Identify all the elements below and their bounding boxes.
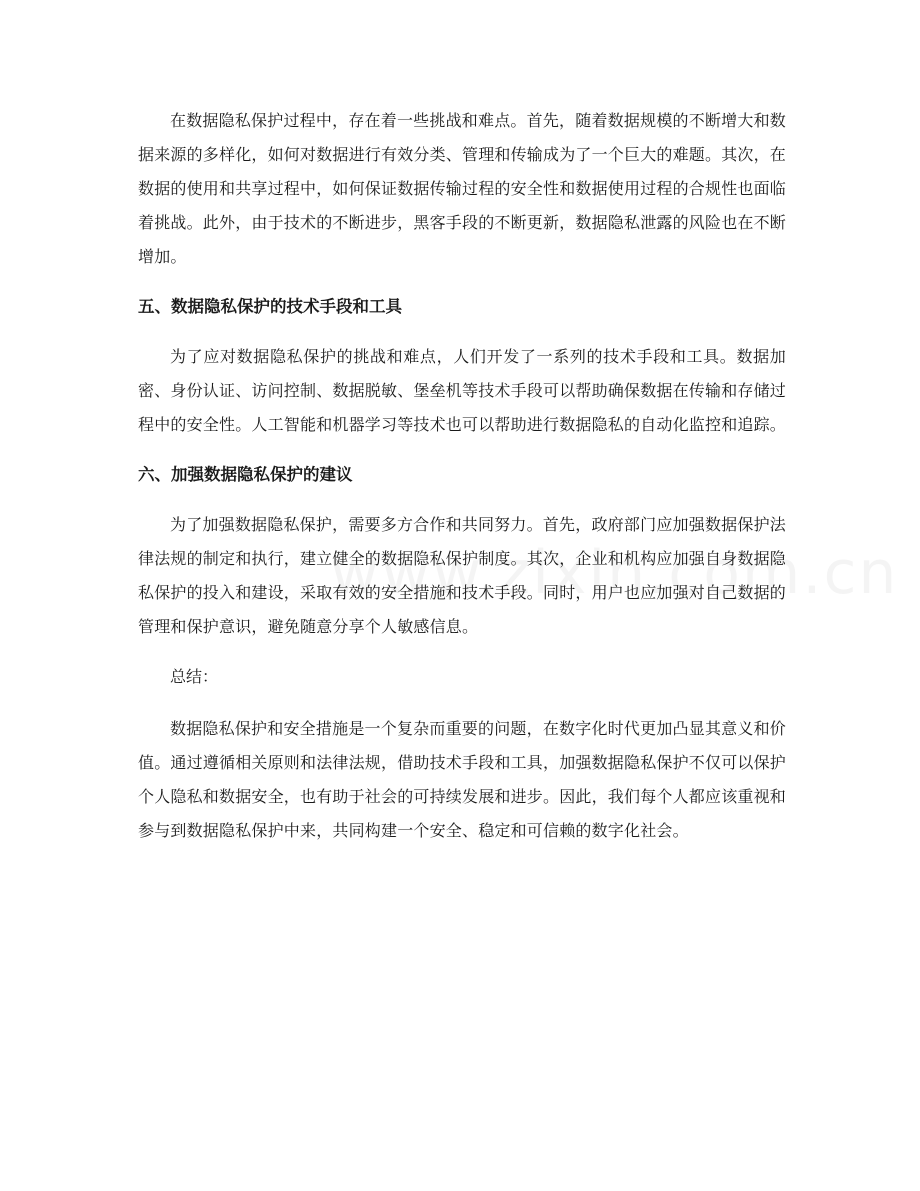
paragraph-summary: 数据隐私保护和安全措施是一个复杂而重要的问题，在数字化时代更加凸显其意义和价值。通过遵循相关原则和法律法规，借助技术手段和工具，加强数据隐私保护不仅可以保护个人隐私和数据安全，也有助于社会的可持续发展和进步。因此，我们每个人都应该重视和参与到数据隐私保护中来，共同构建一个安全、稳定和可信赖的数字化社会。 bbox=[138, 719, 787, 840]
document-body bbox=[138, 104, 786, 848]
summary-label: 总结： bbox=[170, 667, 219, 686]
paragraph-tech-tools: 为了应对数据隐私保护的挑战和难点，人们开发了一系列的技术手段和工具。数据加密、身份认证、访问控制、数据脱敏、堡垒机等技术手段可以帮助确保数据在传输和存储过程中的安全性。人工智能和机器学习等技术也可以帮助进行数据隐私的自动化监控和追踪。 bbox=[138, 347, 787, 434]
section-heading-5: 五、数据隐私保护的技术手段和工具 bbox=[138, 297, 402, 316]
paragraph-suggestions: 为了加强数据隐私保护，需要多方合作和共同努力。首先，政府部门应加强数据保护法律法规的制定和执行，建立健全的数据隐私保护制度。其次，企业和机构应加强自身数据隐私保护的投入和建设，采取有效的安全措施和技术手段。同时，用户也应加强对自己数据的管理和保护意识，避免随意分享个人敏感信息。 bbox=[138, 515, 787, 636]
section-heading-6: 六、加强数据隐私保护的建议 bbox=[138, 465, 353, 484]
paragraph-challenges: 在数据隐私保护过程中，存在着一些挑战和难点。首先，随着数据规模的不断增大和数据来源的多样化，如何对数据进行有效分类、管理和传输成为了一个巨大的难题。其次，在数据的使用和共享过程中，如何保证数据传输过程的安全性和数据使用过程的合规性也面临着挑战。此外，由于技术的不断进步，黑客手段的不断更新，数据隐私泄露的风险也在不断增加。 bbox=[138, 111, 787, 266]
